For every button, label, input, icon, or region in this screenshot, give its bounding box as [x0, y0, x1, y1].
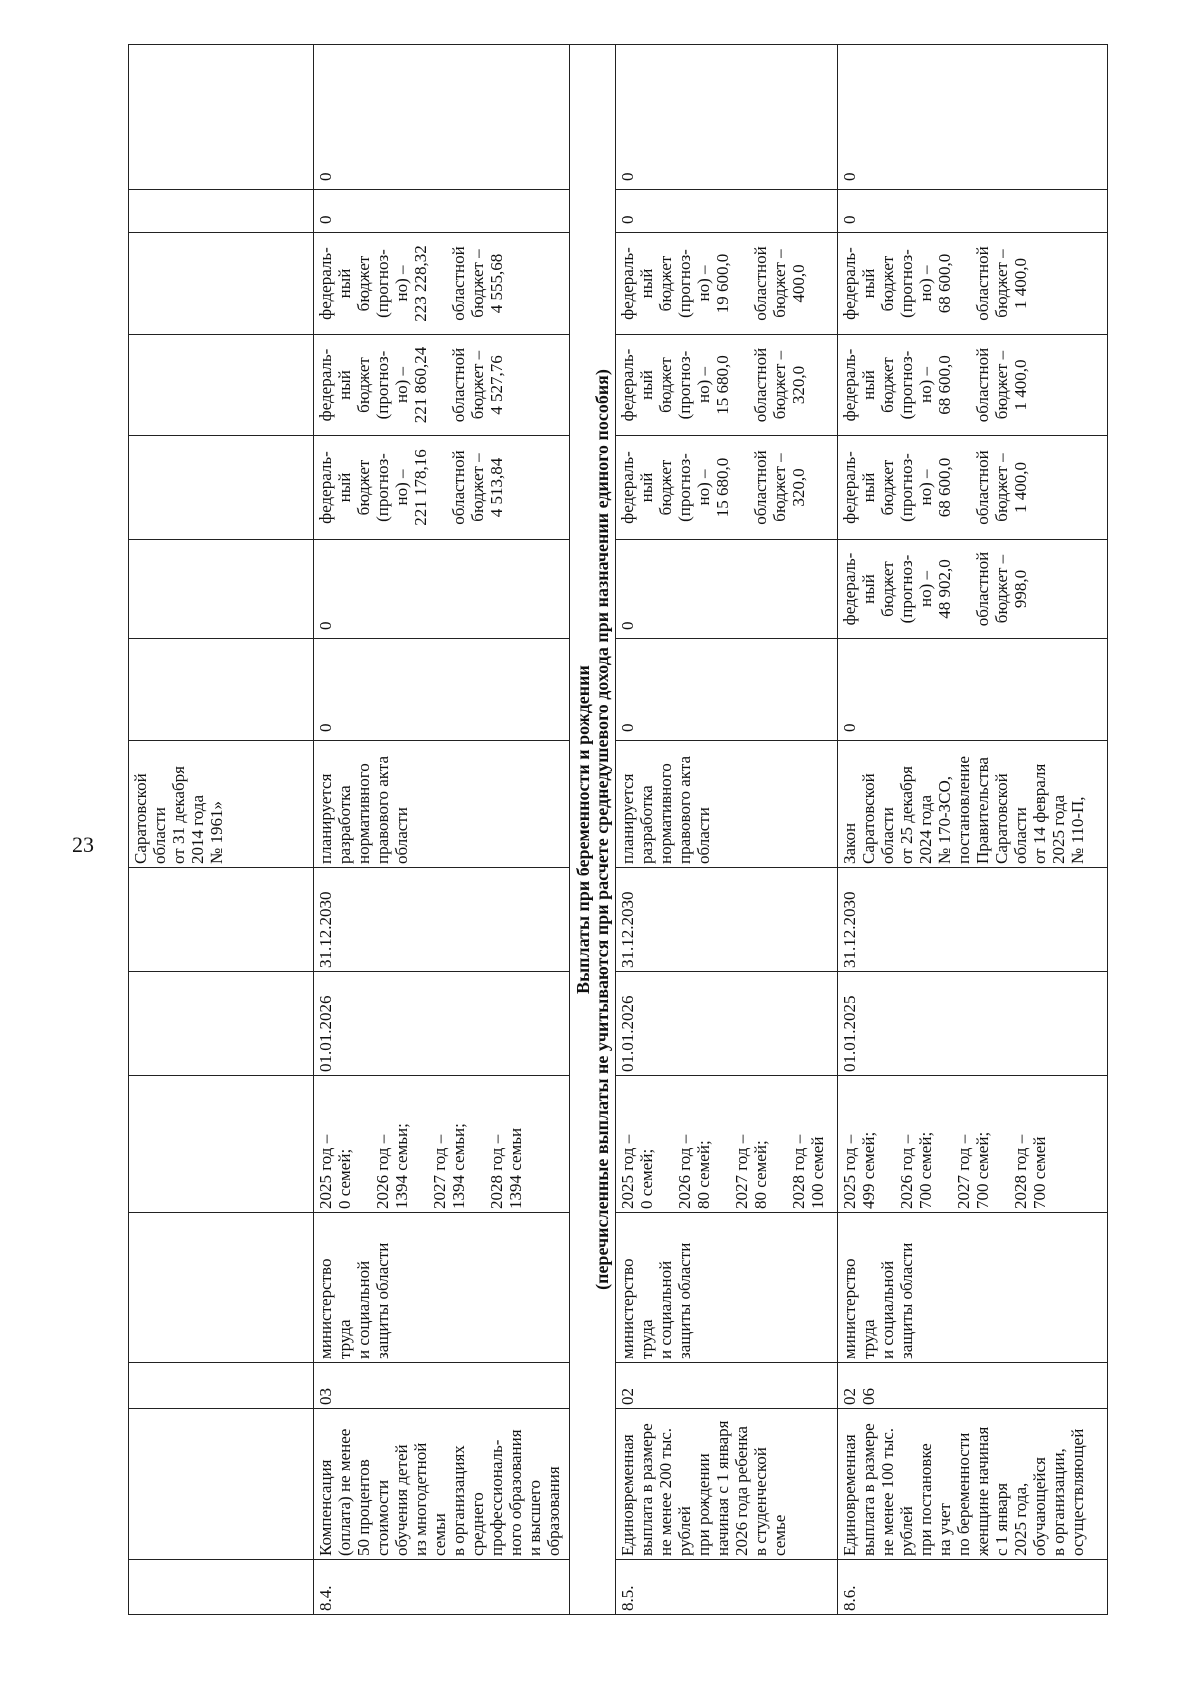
table-row	[314, 45, 570, 1615]
page-number: 23	[72, 832, 94, 857]
funding-cell-5: федераль- ный бюджет (прогноз- но) – 19 600,0 областной бюджет – 400,0	[616, 233, 838, 335]
cont-f1	[129, 639, 314, 741]
row-number: 8.5.	[616, 1560, 838, 1615]
funding-cell-3: федераль- ный бюджет (прогноз- но) – 15 680,0 областной бюджет – 320,0	[616, 436, 838, 540]
code-cell: 03	[314, 1363, 570, 1409]
cont-f3	[129, 436, 314, 540]
end-date: 31.12.2030	[838, 868, 1108, 972]
funding-cell-7: 0	[616, 45, 838, 190]
continuation-row	[129, 45, 314, 1615]
cont-f5	[129, 233, 314, 335]
rotated-table-container	[128, 45, 1141, 1615]
cont-indicator	[129, 1076, 314, 1213]
basis-cell: планируется разработка нормативного правового акта области	[314, 741, 570, 868]
funding-cell-3: федераль- ный бюджет (прогноз- но) – 68 600,0 областной бюджет – 1 400,0	[838, 436, 1108, 540]
cont-f2	[129, 540, 314, 639]
cont-basis-tail: Саратовской области от 31 декабря 2014 года № 1961»	[129, 741, 314, 868]
executor-cell: министерство труда и социальной защиты области	[838, 1213, 1108, 1363]
executor-cell: министерство труда и социальной защиты области	[314, 1213, 570, 1363]
basis-cell: Закон Саратовской области от 25 декабря 2024 года № 170-ЗСО, постановление Правительства Саратовской области от 14 февраля 2025 года № 110-П,	[838, 741, 1108, 868]
cont-f7	[129, 45, 314, 190]
cont-f4	[129, 335, 314, 436]
section-subtitle: (перечисленные выплаты не учитываются при расчете среднедушевого дохода при назначении единого пособия)	[591, 369, 612, 1290]
executor-cell: министерство труда и социальной защиты области	[616, 1213, 838, 1363]
funding-cell-3: федераль- ный бюджет (прогноз- но) – 221 178,16 областной бюджет – 4 513,84	[314, 436, 570, 540]
basis-cell: планируется разработка нормативного правового акта области	[616, 741, 838, 868]
section-header-row	[570, 45, 616, 1615]
funding-cell-4: федераль- ный бюджет (прогноз- но) – 68 600,0 областной бюджет – 1 400,0	[838, 335, 1108, 436]
cont-name	[129, 1409, 314, 1560]
funding-cell-2: 0	[314, 540, 570, 639]
cont-num	[129, 1560, 314, 1615]
row-number: 8.6.	[838, 1560, 1108, 1615]
indicator-cell: 2025 год – 499 семей; 2026 год – 700 семей; 2027 год – 700 семей; 2028 год – 700 семей	[838, 1076, 1108, 1213]
funding-cell-7: 0	[838, 45, 1108, 190]
funding-cell-6: 0	[616, 190, 838, 233]
funding-cell-2: 0	[616, 540, 838, 639]
measure-name: Единовременная выплата в размере не менее 200 тыс. рублей при рождении начиная с 1 января 2026 года ребенка в студенческой семье	[616, 1409, 838, 1560]
row-number: 8.4.	[314, 1560, 570, 1615]
cont-f6	[129, 190, 314, 233]
funding-cell-1: 0	[616, 639, 838, 741]
section-header	[570, 45, 616, 1615]
funding-cell-2: федераль- ный бюджет (прогноз- но) – 48 902,0 областной бюджет – 998,0	[838, 540, 1108, 639]
start-date: 01.01.2026	[314, 972, 570, 1076]
cont-executor	[129, 1213, 314, 1363]
cont-start	[129, 972, 314, 1076]
funding-cell-1: 0	[314, 639, 570, 741]
code-cell: 02	[616, 1363, 838, 1409]
indicator-cell: 2025 год – 0 семей; 2026 год – 1394 семьи; 2027 год – 1394 семьи; 2028 год – 1394 семьи	[314, 1076, 570, 1213]
end-date: 31.12.2030	[616, 868, 838, 972]
cont-end	[129, 868, 314, 972]
funding-cell-5: федераль- ный бюджет (прогноз- но) – 223 228,32 областной бюджет – 4 555,68	[314, 233, 570, 335]
measure-name: Компенсация (оплата) не менее 50 процентов стоимости обучения детей из многодетной семьи в организациях среднего профессиональ- ного образования и высшего образования	[314, 1409, 570, 1560]
section-title: Выплаты при беременности и рождении	[572, 665, 593, 994]
cont-code	[129, 1363, 314, 1409]
funding-cell-6: 0	[838, 190, 1108, 233]
start-date: 01.01.2026	[616, 972, 838, 1076]
funding-cell-4: федераль- ный бюджет (прогноз- но) – 15 680,0 областной бюджет – 320,0	[616, 335, 838, 436]
funding-cell-1: 0	[838, 639, 1108, 741]
end-date: 31.12.2030	[314, 868, 570, 972]
measure-name: Единовременная выплата в размере не менее 100 тыс. рублей при постановке на учет по беременности женщине начиная с 1 января 2025 года, обучающейся в организации, осуществляющей	[838, 1409, 1108, 1560]
funding-cell-6: 0	[314, 190, 570, 233]
indicator-cell: 2025 год – 0 семей; 2026 год – 80 семей; 2027 год – 80 семей; 2028 год – 100 семей	[616, 1076, 838, 1213]
table-row	[616, 45, 838, 1615]
funding-cell-4: федераль- ный бюджет (прогноз- но) – 221 860,24 областной бюджет – 4 527,76	[314, 335, 570, 436]
table-row	[838, 45, 1108, 1615]
funding-cell-7: 0	[314, 45, 570, 190]
start-date: 01.01.2025	[838, 972, 1108, 1076]
measures-table	[128, 44, 1108, 1615]
code-cell: 02 06	[838, 1363, 1108, 1409]
funding-cell-5: федераль- ный бюджет (прогноз- но) – 68 600,0 областной бюджет – 1 400,0	[838, 233, 1108, 335]
